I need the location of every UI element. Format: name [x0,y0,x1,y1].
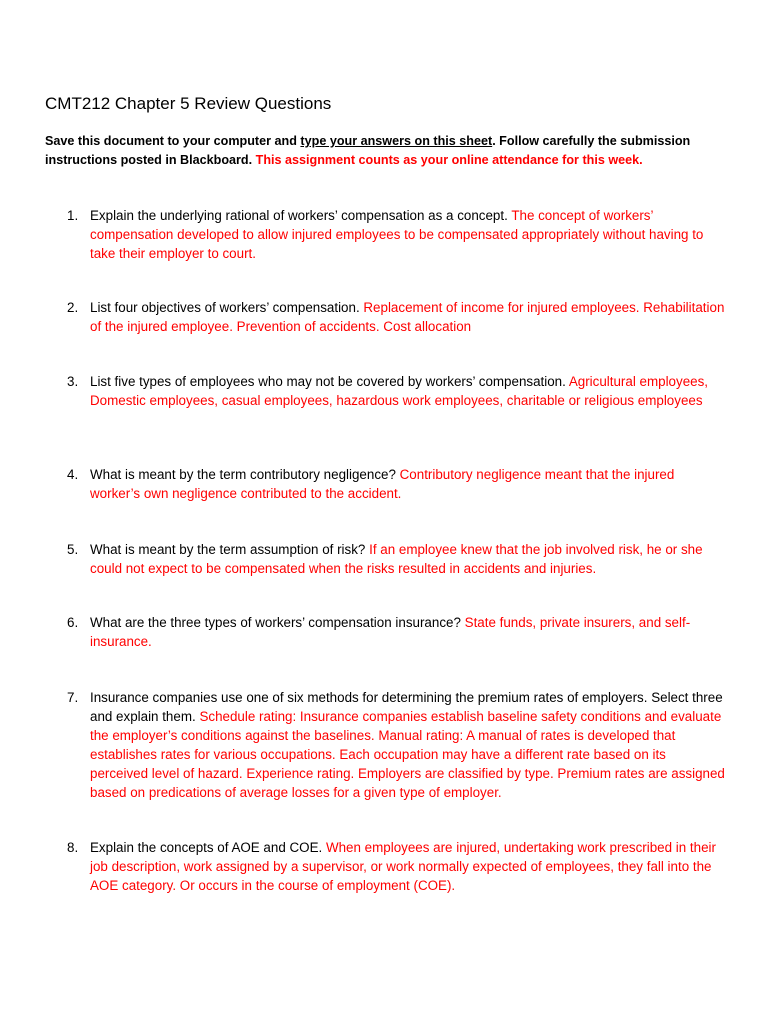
question-number: 4. [67,467,79,482]
instructions-text-2: . Follow carefully the submission instructions posted in Blackboard. [45,134,691,167]
answer-text: Contributory negligence meant that the injured worker’s own negligence contributed to the accident. [90,467,675,501]
attendance-notice: This assignment counts as your online attendance for this week. [255,153,643,167]
question-item-8 [67,838,727,895]
question-number: 3. [67,374,79,389]
question-item-6 [67,613,727,651]
question-number: 7. [67,690,79,705]
answer-text: Agricultural employees, Domestic employees, casual employees, hazardous work employees, charitable or religious employees [90,374,709,408]
instructions-underlined-text: type your answers on this sheet [300,134,493,148]
answer-text: When employees are injured, undertaking work prescribed in their job description, work assigned by a supervisor, or work normally expected of employees, they fall into the AOE category. Or occurs in the course of employment (COE). [90,840,716,893]
question-text: List five types of employees who may not be covered by workers’ compensation. [90,374,569,389]
answer-text: The concept of workers’ compensation developed to allow injured employees to be compensated appropriately without having to take their employer to court. [90,208,704,261]
question-body [90,540,727,578]
answer-text: Replacement of income for injured employees. Rehabilitation of the injured employee. Prevention of accidents. Cost allocation [90,300,725,334]
question-item-7 [67,688,727,802]
instructions-paragraph [45,132,735,170]
question-item-2 [67,298,727,336]
question-item-4 [67,465,727,503]
question-body [90,206,727,263]
question-body [90,298,727,336]
question-number: 1. [67,208,79,223]
question-text: What is meant by the term contributory negligence? [90,467,400,482]
answer-text: State funds, private insurers, and self-insurance. [90,615,691,649]
question-number: 5. [67,542,79,557]
question-body [90,372,727,410]
question-body [90,688,727,802]
question-text: Explain the concepts of AOE and COE. [90,840,326,855]
question-item-3 [67,372,727,410]
question-number: 6. [67,615,79,630]
question-text: List four objectives of workers’ compensation. [90,300,364,315]
answer-text: Schedule rating: Insurance companies establish baseline safety conditions and evaluate the employer’s conditions against the baselines. Manual rating: A manual of rates is developed that establishes rates for various occupations. Each occupation may have a different rate based on its perceived level of hazard. Experience rating. Employers are classified by type. Premium rates are assigned based on predications of average losses for a given type of employer. [90,709,725,800]
question-body [90,465,727,503]
answer-text: If an employee knew that the job involved risk, he or she could not expect to be compensated when the risks resulted in accidents and injuries. [90,542,703,576]
question-item-5 [67,540,727,578]
question-number: 8. [67,840,79,855]
instructions-text-1: Save this document to your computer and [45,134,301,148]
question-text: What are the three types of workers’ compensation insurance? [90,615,465,630]
question-text: What is meant by the term assumption of risk? [90,542,370,557]
question-item-1 [67,206,727,263]
question-body [90,613,727,651]
question-number: 2. [67,300,79,315]
document-title: CMT212 Chapter 5 Review Questions [45,94,332,113]
question-text: Insurance companies use one of six methods for determining the premium rates of employers. Select three and explain them. [90,690,723,724]
question-text: Explain the underlying rational of workers’ compensation as a concept. [90,208,512,223]
question-body [90,838,727,895]
